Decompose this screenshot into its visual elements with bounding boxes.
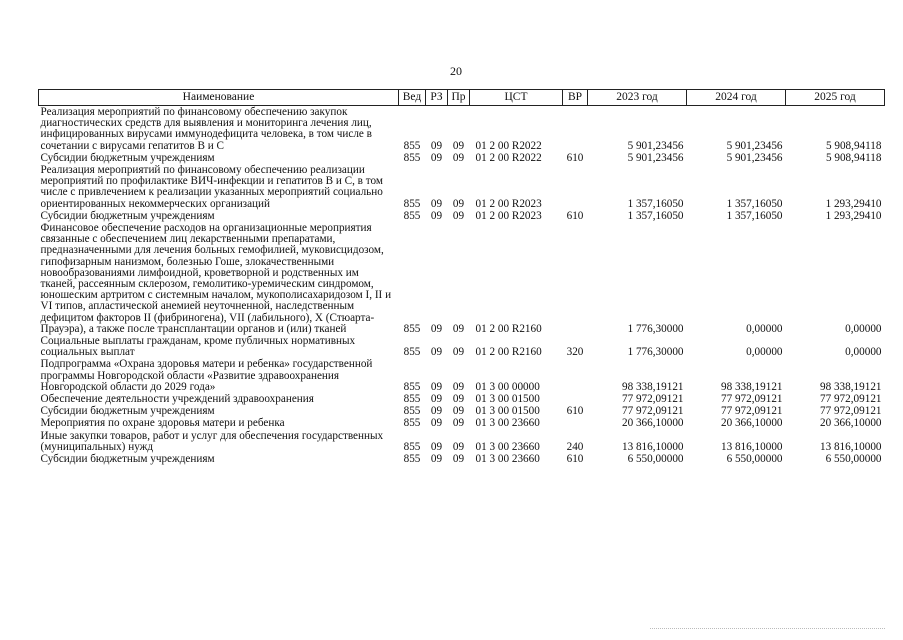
row-value-2023: 5 901,23456 [627, 151, 684, 164]
row-value-2024: 1 357,16050 [726, 209, 783, 222]
row-name: Субсидии бюджетным учреждениям [40, 405, 215, 418]
row-rz: 09 [430, 393, 443, 406]
row-value-2024: 6 550,00000 [726, 453, 783, 466]
row-rz: 09 [430, 209, 443, 222]
row-ved: 855 [403, 197, 421, 210]
row-value-2024: 98 338,19121 [720, 380, 783, 393]
row-vr: 610 [566, 209, 584, 222]
row-pr: 09 [452, 453, 465, 466]
row-vr: 240 [566, 440, 584, 453]
row-rz: 09 [430, 453, 443, 466]
table-row [39, 152, 885, 164]
row-rz: 09 [430, 405, 443, 418]
row-vr [563, 222, 588, 335]
row-cst: 01 3 00 23660 [475, 417, 540, 430]
row-cst: 01 2 00 R2022 [475, 139, 542, 152]
header-name: Наименование [39, 90, 399, 106]
row-cst: 01 2 00 R2023 [475, 197, 542, 210]
row-value-2025: 5 908,94118 [825, 139, 882, 152]
table-row [39, 393, 885, 405]
row-vr: 320 [566, 346, 584, 359]
row-ved: 855 [403, 417, 421, 430]
row-vr [563, 393, 588, 405]
row-pr: 09 [452, 405, 465, 418]
row-value-2025: 77 972,09121 [819, 405, 882, 418]
header-rz: РЗ [426, 90, 448, 106]
row-value-2023: 1 357,16050 [627, 197, 684, 210]
row-pr: 09 [452, 209, 465, 222]
row-name: Финансовое обеспечение расходов на организационные мероприятия связанные с обеспечением лиц лекарственными препаратами, предназначенными для лечения больных гемофилией, муковисцидозом, гипофизарным нанизмом, болезнью Гоше, злокачественными новообразованиями лимфоидной, кроветворной и родственных им тканей, рассеянным склерозом, гемолитико-уремическим синдромом, юношеским артритом с системным началом, мукополисахаридозом I, II и VI типов, апластической анемией неуточненной, наследственным дефицитом факторов II (фибриногена), VII (лабильного), X (Стюарта-Прауэра), а также после трансплантации органов и (или) тканей [40, 222, 392, 335]
row-value-2023: 1 776,30000 [627, 346, 684, 359]
header-vr: ВР [563, 90, 588, 106]
row-ved: 855 [403, 453, 421, 466]
row-ved: 855 [403, 346, 421, 359]
row-pr: 09 [452, 346, 465, 359]
row-vr [563, 417, 588, 429]
row-value-2025: 0,00000 [845, 346, 882, 359]
table-row [39, 106, 885, 152]
row-value-2023: 6 550,00000 [627, 453, 684, 466]
row-value-2023: 98 338,19121 [621, 380, 684, 393]
row-cst: 01 3 00 01500 [475, 393, 540, 406]
page-number: 20 [450, 64, 462, 78]
row-rz: 09 [430, 440, 443, 453]
row-value-2025: 6 550,00000 [825, 453, 882, 466]
row-rz: 09 [430, 322, 443, 335]
row-ved: 855 [403, 139, 421, 152]
row-cst: 01 3 00 23660 [475, 453, 540, 466]
row-cst: 01 2 00 R2022 [475, 151, 542, 164]
row-cst: 01 2 00 R2160 [475, 322, 542, 335]
row-name: Мероприятия по охране здоровья матери и ребенка [40, 417, 285, 430]
row-value-2025: 20 366,10000 [819, 417, 882, 430]
row-vr: 610 [566, 453, 584, 466]
row-rz: 09 [430, 151, 443, 164]
row-cst: 01 3 00 00000 [475, 380, 540, 393]
page-bottom-divider [650, 628, 885, 629]
row-name: Обеспечение деятельности учреждений здравоохранения [40, 393, 314, 406]
row-ved: 855 [403, 322, 421, 335]
table-row [39, 453, 885, 465]
row-value-2025: 0,00000 [845, 322, 882, 335]
row-vr [563, 106, 588, 152]
row-name: Субсидии бюджетным учреждениям [40, 209, 215, 222]
budget-table [38, 89, 885, 465]
row-pr: 09 [452, 440, 465, 453]
row-name: Субсидии бюджетным учреждениям [40, 151, 215, 164]
row-value-2025: 5 908,94118 [825, 151, 882, 164]
header-pr: Пр [448, 90, 470, 106]
table-row [39, 335, 885, 358]
row-value-2024: 1 357,16050 [726, 197, 783, 210]
row-cst: 01 2 00 R2023 [475, 209, 542, 222]
row-rz: 09 [430, 197, 443, 210]
table-row [39, 164, 885, 210]
row-cst: 01 3 00 01500 [475, 405, 540, 418]
row-vr [563, 358, 588, 393]
row-value-2023: 77 972,09121 [621, 393, 684, 406]
row-name: Реализация мероприятий по финансовому обеспечению закупок диагностических средств для выявления и мониторинга лечения лиц, инфицированных вирусами иммунодефицита человека, в том числе в сочетании с вирусами гепатитов B и C [40, 106, 372, 152]
row-value-2023: 20 366,10000 [621, 417, 684, 430]
row-pr: 09 [452, 139, 465, 152]
row-pr: 09 [452, 393, 465, 406]
row-value-2024: 0,00000 [746, 322, 783, 335]
row-pr: 09 [452, 322, 465, 335]
row-value-2023: 1 776,30000 [627, 322, 684, 335]
row-value-2024: 77 972,09121 [720, 393, 783, 406]
row-value-2024: 77 972,09121 [720, 405, 783, 418]
row-pr: 09 [452, 417, 465, 430]
row-value-2024: 5 901,23456 [726, 139, 783, 152]
row-name: Реализация мероприятий по финансовому обеспечению реализации мероприятий по профилактике ВИЧ-инфекции и гепатитов B и C, в том числе с привлечением к реализации указанных мероприятий социально ориентированных некоммерческих организаций [40, 164, 383, 210]
table-row [39, 417, 885, 429]
row-ved: 855 [403, 393, 421, 406]
header-2024: 2024 год [687, 90, 786, 106]
row-ved: 855 [403, 440, 421, 453]
row-value-2024: 20 366,10000 [720, 417, 783, 430]
row-cst: 01 2 00 R2160 [475, 346, 542, 359]
row-ved: 855 [403, 209, 421, 222]
table-row [39, 222, 885, 335]
row-value-2023: 5 901,23456 [627, 139, 684, 152]
table-row [39, 210, 885, 222]
row-value-2025: 77 972,09121 [819, 393, 882, 406]
row-rz: 09 [430, 417, 443, 430]
header-2023: 2023 год [588, 90, 687, 106]
row-value-2025: 1 293,29410 [825, 209, 882, 222]
row-rz: 09 [430, 380, 443, 393]
row-ved: 855 [403, 405, 421, 418]
row-name: Субсидии бюджетным учреждениям [40, 453, 215, 466]
row-rz: 09 [430, 346, 443, 359]
row-ved: 855 [403, 380, 421, 393]
row-value-2023: 13 816,10000 [621, 440, 684, 453]
header-2025: 2025 год [786, 90, 885, 106]
header-ved: Вед [399, 90, 426, 106]
row-value-2023: 77 972,09121 [621, 405, 684, 418]
table-row [39, 430, 885, 453]
row-vr: 610 [566, 405, 584, 418]
row-cst: 01 3 00 23660 [475, 440, 540, 453]
row-value-2025: 98 338,19121 [819, 380, 882, 393]
row-name: Подпрограмма «Охрана здоровья матери и ребенка» государственной программы Новгородской области «Развитие здравоохранения Новгородской области до 2029 года» [40, 358, 373, 393]
row-value-2025: 1 293,29410 [825, 197, 882, 210]
row-vr: 610 [566, 151, 584, 164]
row-name: Социальные выплаты гражданам, кроме публичных нормативных социальных выплат [40, 335, 356, 359]
row-pr: 09 [452, 151, 465, 164]
row-value-2023: 1 357,16050 [627, 209, 684, 222]
table-header-row [39, 90, 885, 106]
row-value-2024: 0,00000 [746, 346, 783, 359]
row-value-2024: 5 901,23456 [726, 151, 783, 164]
row-value-2025: 13 816,10000 [819, 440, 882, 453]
row-value-2024: 13 816,10000 [720, 440, 783, 453]
row-vr [563, 164, 588, 210]
row-ved: 855 [403, 151, 421, 164]
table-body [39, 106, 885, 466]
table-row [39, 405, 885, 417]
row-rz: 09 [430, 139, 443, 152]
row-pr: 09 [452, 197, 465, 210]
table-row [39, 358, 885, 393]
row-name: Иные закупки товаров, работ и услуг для обеспечения государственных (муниципальных) нужд [40, 429, 384, 453]
row-pr: 09 [452, 380, 465, 393]
header-cst: ЦСТ [470, 90, 563, 106]
